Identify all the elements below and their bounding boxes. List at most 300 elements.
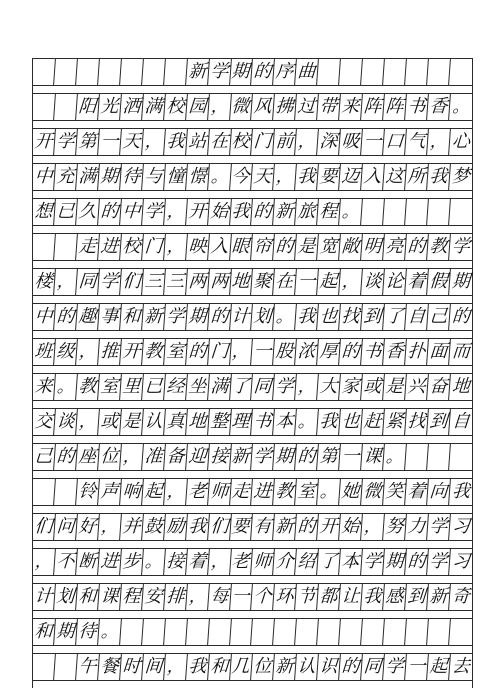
- text-char: 力: [405, 514, 429, 540]
- text-char: 的: [251, 199, 275, 225]
- text-char: 励: [164, 514, 188, 540]
- text-char: 程: [317, 199, 341, 225]
- empty-cell: [120, 59, 144, 85]
- text-char: 。: [142, 549, 166, 575]
- text-char: 期: [186, 304, 210, 330]
- text-char: 级: [54, 339, 78, 365]
- text-char: 阵: [361, 94, 385, 120]
- empty-cell: [54, 654, 78, 680]
- text-char: 奇: [451, 586, 471, 607]
- text-char: 中: [120, 199, 144, 225]
- text-char: 书: [361, 339, 385, 365]
- text-char: 是: [120, 409, 144, 435]
- text-char: 们: [32, 514, 56, 540]
- title-char: 的: [251, 59, 275, 85]
- text-char: 程: [120, 584, 144, 610]
- text-char: 学: [427, 514, 451, 540]
- empty-cell: [32, 234, 56, 260]
- grid-row: [33, 373, 472, 401]
- text-char: 计: [230, 304, 254, 330]
- text-char: 期: [451, 271, 471, 292]
- empty-cell: [427, 59, 451, 85]
- text-char: 开: [186, 199, 210, 225]
- text-char: ，: [76, 409, 100, 435]
- text-char: 室: [98, 374, 122, 400]
- empty-cell: [54, 59, 78, 85]
- text-char: 入: [361, 164, 385, 190]
- text-char: 的: [339, 339, 363, 365]
- text-char: 响: [120, 479, 144, 505]
- text-char: 一: [361, 129, 385, 155]
- text-char: 的: [208, 304, 232, 330]
- empty-cell: [383, 199, 407, 225]
- text-char: ，: [142, 129, 166, 155]
- text-char: 都: [317, 584, 341, 610]
- text-char: 绍: [295, 549, 319, 575]
- empty-cell: [361, 59, 385, 85]
- empty-cell: [405, 444, 429, 470]
- text-char: 楼: [32, 269, 56, 295]
- text-char: 自: [405, 304, 429, 330]
- grid-row: [33, 303, 472, 331]
- text-char: 和: [120, 304, 144, 330]
- empty-cell: [405, 619, 429, 645]
- text-char: 一: [339, 444, 363, 470]
- text-char: 到: [427, 409, 451, 435]
- text-char: 的: [186, 339, 210, 365]
- text-char: 微: [230, 94, 254, 120]
- text-char: 着: [186, 549, 210, 575]
- text-char: 来: [339, 94, 363, 120]
- text-char: 去: [451, 656, 471, 677]
- text-char: 校: [230, 129, 254, 155]
- text-char: 我: [186, 654, 210, 680]
- text-char: 教: [427, 234, 451, 260]
- text-char: 紧: [383, 409, 407, 435]
- text-char: 新: [427, 584, 451, 610]
- empty-cell: [120, 619, 144, 645]
- text-char: 站: [186, 129, 210, 155]
- text-char: 是: [383, 374, 407, 400]
- text-char: 始: [208, 199, 232, 225]
- text-char: 地: [451, 376, 471, 397]
- text-char: 赶: [361, 409, 385, 435]
- text-char: 趣: [76, 304, 100, 330]
- grid-row: [33, 198, 472, 226]
- text-char: 期: [54, 619, 78, 645]
- text-char: 微: [361, 479, 385, 505]
- text-char: 环: [273, 584, 297, 610]
- title-char: 曲: [295, 59, 319, 85]
- empty-cell: [186, 619, 210, 645]
- text-char: 真: [164, 409, 188, 435]
- text-char: 我: [295, 164, 319, 190]
- text-char: 事: [98, 304, 122, 330]
- empty-cell: [98, 59, 122, 85]
- grid-row: [33, 233, 472, 261]
- text-char: 进: [98, 234, 122, 260]
- text-char: 开: [32, 129, 56, 155]
- empty-cell: [427, 199, 451, 225]
- text-char: ，: [164, 479, 188, 505]
- text-char: 已: [54, 199, 78, 225]
- grid-row: [33, 443, 472, 471]
- text-char: 备: [164, 444, 188, 470]
- text-char: 每: [208, 584, 232, 610]
- text-char: 学: [383, 654, 407, 680]
- empty-cell: [230, 619, 254, 645]
- composition-grid-paper: [32, 58, 473, 688]
- text-char: 阵: [383, 94, 407, 120]
- text-char: 地: [186, 409, 210, 435]
- text-char: 期: [383, 549, 407, 575]
- empty-cell: [449, 619, 473, 645]
- text-char: 我: [317, 409, 341, 435]
- text-char: 学: [98, 269, 122, 295]
- text-char: 教: [273, 479, 297, 505]
- text-char: 三: [142, 269, 166, 295]
- text-char: 股: [273, 339, 297, 365]
- text-char: 同: [251, 374, 275, 400]
- text-char: 鼓: [142, 514, 166, 540]
- text-char: 憬: [186, 164, 210, 190]
- empty-cell: [164, 59, 188, 85]
- title-char: 期: [230, 59, 254, 85]
- text-char: 香: [383, 339, 407, 365]
- text-char: 班: [32, 339, 56, 365]
- text-char: 介: [273, 549, 297, 575]
- text-char: 这: [383, 164, 407, 190]
- text-char: ，: [208, 549, 232, 575]
- empty-cell: [317, 619, 341, 645]
- text-char: 新: [142, 304, 166, 330]
- text-char: 时: [120, 654, 144, 680]
- text-char: 要: [230, 514, 254, 540]
- text-char: 。: [451, 96, 471, 117]
- empty-cell: [32, 654, 56, 680]
- empty-cell: [76, 59, 100, 85]
- grid-row: [33, 268, 472, 296]
- text-char: 开: [120, 339, 144, 365]
- text-char: 入: [208, 234, 232, 260]
- text-char: 整: [208, 409, 232, 435]
- text-char: 迈: [339, 164, 363, 190]
- empty-cell: [295, 619, 319, 645]
- text-char: 。: [339, 199, 363, 225]
- text-char: 深: [317, 129, 341, 155]
- text-char: 们: [208, 514, 232, 540]
- empty-cell: [339, 619, 363, 645]
- text-char: ，: [164, 654, 188, 680]
- text-char: 家: [339, 374, 363, 400]
- text-char: 我: [186, 514, 210, 540]
- text-char: 天: [251, 164, 275, 190]
- text-char: 我: [230, 199, 254, 225]
- text-char: 地: [230, 269, 254, 295]
- text-char: 门: [142, 234, 166, 260]
- text-char: 努: [383, 514, 407, 540]
- grid-row: [33, 548, 472, 576]
- text-char: 。: [54, 374, 78, 400]
- text-char: 经: [164, 374, 188, 400]
- text-char: 满: [208, 374, 232, 400]
- empty-cell: [405, 199, 429, 225]
- text-char: 不: [54, 549, 78, 575]
- title-char: 序: [273, 59, 297, 85]
- text-char: 两: [208, 269, 232, 295]
- grid-row: [33, 513, 472, 541]
- text-char: 门: [208, 339, 232, 365]
- text-char: 教: [76, 374, 100, 400]
- empty-cell: [449, 59, 473, 85]
- text-char: 习: [451, 551, 471, 572]
- text-char: 新: [230, 444, 254, 470]
- text-char: 或: [98, 409, 122, 435]
- text-char: 了: [230, 374, 254, 400]
- text-char: 中: [32, 304, 56, 330]
- text-char: 待: [76, 619, 100, 645]
- text-char: 。: [273, 304, 297, 330]
- text-char: 几: [230, 654, 254, 680]
- text-char: ，: [230, 339, 254, 365]
- text-char: 梦: [451, 166, 471, 187]
- text-char: 也: [317, 304, 341, 330]
- text-char: 始: [339, 514, 363, 540]
- text-char: 在: [273, 269, 297, 295]
- text-char: 迎: [186, 444, 210, 470]
- text-char: 计: [32, 584, 56, 610]
- text-char: ，: [361, 514, 385, 540]
- text-char: 香: [427, 94, 451, 120]
- text-char: ，: [295, 129, 319, 155]
- text-char: 排: [164, 584, 188, 610]
- text-char: 笑: [383, 479, 407, 505]
- text-char: 位: [251, 654, 275, 680]
- grid-row: [33, 408, 472, 436]
- text-char: 我: [295, 304, 319, 330]
- text-char: 大: [317, 374, 341, 400]
- text-char: 着: [405, 269, 429, 295]
- text-char: 我: [361, 584, 385, 610]
- text-char: 安: [142, 584, 166, 610]
- text-char: 有: [251, 514, 275, 540]
- text-char: 我: [427, 164, 451, 190]
- text-char: 接: [208, 444, 232, 470]
- text-char: 园: [186, 94, 210, 120]
- text-char: 两: [186, 269, 210, 295]
- empty-cell: [361, 619, 385, 645]
- text-char: 走: [230, 479, 254, 505]
- text-char: 节: [295, 584, 319, 610]
- text-char: 了: [383, 304, 407, 330]
- empty-cell: [427, 619, 451, 645]
- text-char: 谈: [361, 269, 385, 295]
- text-char: 书: [251, 409, 275, 435]
- text-char: 个: [251, 584, 275, 610]
- text-char: 。: [295, 409, 319, 435]
- text-char: 或: [361, 374, 385, 400]
- text-char: 餐: [98, 654, 122, 680]
- text-char: 步: [120, 549, 144, 575]
- text-char: 一: [295, 269, 319, 295]
- text-char: ，: [76, 339, 100, 365]
- text-char: 学: [273, 374, 297, 400]
- text-char: 待: [120, 164, 144, 190]
- text-char: 里: [120, 374, 144, 400]
- text-char: 她: [339, 479, 363, 505]
- text-char: 兴: [405, 374, 429, 400]
- text-char: ，: [208, 94, 232, 120]
- empty-cell: [251, 619, 275, 645]
- text-char: 旅: [295, 199, 319, 225]
- empty-cell: [208, 619, 232, 645]
- text-char: 理: [230, 409, 254, 435]
- text-char: 假: [427, 269, 451, 295]
- text-char: 憧: [164, 164, 188, 190]
- text-char: 阳: [76, 94, 100, 120]
- text-char: 要: [317, 164, 341, 190]
- text-char: 同: [76, 269, 100, 295]
- grid-row: [33, 128, 472, 156]
- text-char: 论: [383, 269, 407, 295]
- empty-cell: [405, 59, 429, 85]
- text-char: 到: [405, 584, 429, 610]
- text-char: 向: [427, 479, 451, 505]
- text-char: 面: [427, 339, 451, 365]
- text-char: 已: [142, 374, 166, 400]
- text-char: 的: [339, 654, 363, 680]
- text-char: 们: [120, 269, 144, 295]
- text-char: 三: [164, 269, 188, 295]
- text-char: 识: [317, 654, 341, 680]
- text-char: 敞: [339, 234, 363, 260]
- text-char: 好: [76, 514, 100, 540]
- text-char: 明: [361, 234, 385, 260]
- text-char: 。: [383, 444, 407, 470]
- text-char: 前: [273, 129, 297, 155]
- text-char: 一: [98, 129, 122, 155]
- text-char: 的: [98, 199, 122, 225]
- title-char: 新: [186, 59, 210, 85]
- text-char: 今: [230, 164, 254, 190]
- text-char: 想: [32, 199, 56, 225]
- text-char: 感: [383, 584, 407, 610]
- text-char: 的: [273, 234, 297, 260]
- text-char: 接: [164, 549, 188, 575]
- text-char: ，: [120, 444, 144, 470]
- empty-cell: [383, 619, 407, 645]
- text-char: 口: [383, 129, 407, 155]
- text-char: 学: [451, 236, 471, 257]
- text-char: 洒: [120, 94, 144, 120]
- text-char: 让: [339, 584, 363, 610]
- text-char: 所: [405, 164, 429, 190]
- text-char: 准: [142, 444, 166, 470]
- text-char: 和: [208, 654, 232, 680]
- text-char: 着: [405, 479, 429, 505]
- text-char: ，: [164, 199, 188, 225]
- text-char: 的: [405, 549, 429, 575]
- empty-cell: [54, 94, 78, 120]
- text-char: 己: [32, 444, 56, 470]
- text-char: 门: [251, 129, 275, 155]
- empty-cell: [32, 94, 56, 120]
- text-char: ，: [339, 269, 363, 295]
- text-char: ，: [54, 269, 78, 295]
- text-char: 也: [339, 409, 363, 435]
- text-char: 光: [98, 94, 122, 120]
- text-char: 学: [361, 549, 385, 575]
- text-char: 气: [405, 129, 429, 155]
- text-char: 学: [251, 444, 275, 470]
- text-char: 课: [98, 584, 122, 610]
- text-char: 断: [76, 549, 100, 575]
- text-char: 第: [317, 444, 341, 470]
- text-char: 师: [208, 479, 232, 505]
- text-char: 。: [317, 479, 341, 505]
- text-char: 本: [273, 409, 297, 435]
- text-char: 习: [451, 516, 471, 537]
- text-char: 学: [142, 199, 166, 225]
- text-char: 了: [317, 549, 341, 575]
- text-char: 书: [405, 94, 429, 120]
- text-char: 的: [295, 514, 319, 540]
- text-char: 的: [405, 234, 429, 260]
- text-char: 校: [164, 94, 188, 120]
- empty-cell: [427, 444, 451, 470]
- text-char: 午: [76, 654, 100, 680]
- text-char: 的: [54, 304, 78, 330]
- text-char: 谈: [54, 409, 78, 435]
- text-char: 课: [361, 444, 385, 470]
- empty-cell: [142, 59, 166, 85]
- text-char: ，: [186, 584, 210, 610]
- text-char: 间: [142, 654, 166, 680]
- text-char: 学: [164, 304, 188, 330]
- empty-cell: [317, 59, 341, 85]
- text-char: 室: [295, 479, 319, 505]
- text-char: 起: [317, 269, 341, 295]
- empty-cell: [339, 59, 363, 85]
- text-char: 铃: [76, 479, 100, 505]
- text-char: 期: [98, 164, 122, 190]
- empty-cell: [54, 234, 78, 260]
- empty-cell: [54, 479, 78, 505]
- text-char: 眼: [230, 234, 254, 260]
- empty-cell: [273, 619, 297, 645]
- text-char: 久: [76, 199, 100, 225]
- text-char: 。: [208, 164, 232, 190]
- text-char: 新: [273, 199, 297, 225]
- text-char: 推: [98, 339, 122, 365]
- text-char: 吸: [339, 129, 363, 155]
- text-char: ，: [427, 129, 451, 155]
- text-char: 座: [76, 444, 100, 470]
- text-char: 己: [427, 304, 451, 330]
- text-char: 宽: [317, 234, 341, 260]
- text-char: 是: [295, 234, 319, 260]
- text-char: 找: [405, 409, 429, 435]
- text-char: 到: [361, 304, 385, 330]
- text-char: 。: [98, 619, 122, 645]
- text-char: 起: [142, 479, 166, 505]
- empty-cell: [142, 619, 166, 645]
- text-char: 浓: [295, 339, 319, 365]
- text-char: 而: [451, 341, 471, 362]
- text-char: 声: [98, 479, 122, 505]
- text-char: 和: [76, 584, 100, 610]
- text-char: 学: [427, 549, 451, 575]
